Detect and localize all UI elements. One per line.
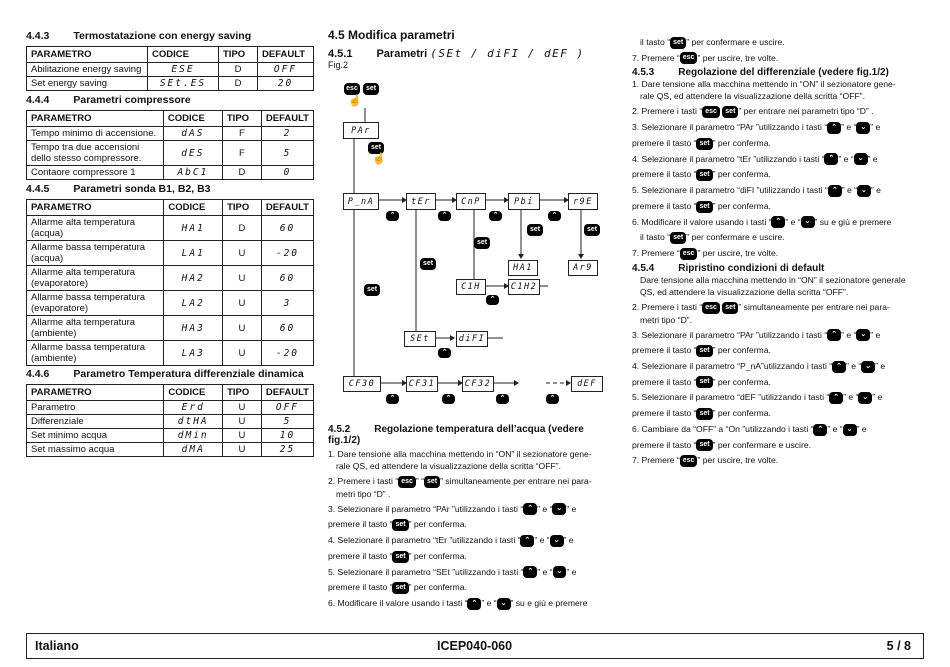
down-key-icon: ⌄ [857,185,871,197]
table-energy-saving: PARAMETRO CODICE TIPO DEFAULT Abilitazione energy saving ESE D OFF Set energy saving SEt.ES D 20 [26,46,314,91]
s453-step-2: 2. Premere i tasti “ esc set ” per entrare nei parametri tipo “D” . [632,106,874,117]
set-key-icon: set [696,138,712,150]
diagram-c1h2: C1H2 [508,279,540,295]
s454-step-3: 3. Selezionare il parametro “PAr ”utilizzando i tasti “ ⌃ ” e “ ⌄ ” e premere il tasto “ set ” per conferma. [632,329,881,356]
section-4-4-4-heading: 4.4.4 Parametri compressore [26,94,191,106]
down-key-icon: ⌄ [854,153,868,165]
esc-key-icon: esc [702,302,720,314]
diagram-ha1: HA1 [508,260,538,276]
step-4: 4. Selezionare il parametro “tEr ”utilizzando i tasti “ ⌃ ” e “ ⌄ ” e premere il tasto “ set ” per conferma. [328,535,574,561]
set-key-icon: set [722,302,738,314]
up-key-icon: ⌃ [824,153,838,165]
s454-step-5: 5. Selezionare il parametro “dEF ”utilizzando i tasti “ ⌃ ” e “ ⌄ ” e premere il tasto “ set ” per conferma. [632,392,883,419]
section-4-5-1-heading: 4.5.1 Parametri (SEt / diFI / dEF ) [328,47,585,60]
table-row: Parametro Erd U OFF [27,401,314,415]
set-key-icon: set [670,232,686,244]
set-key-icon: set [696,439,712,451]
table-row: Set energy saving SEt.ES D 20 [27,77,314,91]
table-row: Allarme bassa temperatura (acqua) LA1 U -20 [27,241,314,266]
down-key-icon: ⌄ [861,361,875,373]
diagram-difi: diFI [456,331,488,347]
set-key-icon: set [696,345,712,357]
up-key-icon: ⌃ [832,361,846,373]
down-key-icon: ⌄ [550,535,564,547]
table-dynamic-differential: PARAMETRO CODICE TIPO DEFAULT Parametro Erd U OFF Differenziale dtHA U 5 Set minimo acqua dMin U 10 Set massimo acqua dMA U 25 [26,384,314,457]
step-6: 6. Modificare il valore usando i tasti “ ⌃ ” e “ ⌄ ” su e giù e premere [328,598,588,609]
section-4-5-3-heading: 4.5.3 Regolazione del differenziale (vedere fig.1/2) [632,67,889,79]
set-key-icon: set [392,582,408,594]
esc-key-icon: esc [680,52,698,64]
s453-step-5: 5. Selezionare il parametro “diFI ”utilizzando i tasti “ ⌃ ” e “ ⌄ ” e premere il tasto “ set ” per conferma. [632,185,881,211]
down-key-icon: ⌄ [856,122,870,134]
up-key-icon: ⌃ [829,392,843,404]
table-row: Allarme bassa temperatura (evaporatore) LA2 U 3 [27,291,314,316]
down-key-icon: ⌄ [856,329,870,341]
diagram-pbi: Pbi [508,193,540,210]
up-key-icon: ⌃ [486,295,499,305]
table-row: Set minimo acqua dMin U 10 [27,429,314,443]
step-6-cont: il tasto “ set ” per confermare e uscire. [640,37,785,47]
esc-key-icon: esc [680,248,698,260]
table-probes: PARAMETRO CODICE TIPO DEFAULT Allarme alta temperatura (acqua) HA1 D 60 Allarme bassa temperatura (acqua) LA1 U -20 Allarme alta temperatura (evaporatore) HA2 U 60 Allarme bassa temperatura (evaporatore) LA2 U 3 Allarme alta temperatura (ambiente) HA3 U 60 Allarme bassa temperatura (ambiente) LA3 U -20 [26,199,314,366]
s453-step-3: 3. Selezionare il parametro “PAr ”utilizzando i tasti “ ⌃ ” e “ ⌄ ” e premere il tasto “ set ” per conferma. [632,122,881,148]
step-5: 5. Selezionare il parametro “SEt ”utilizzando i tasti “ ⌃ ” e “ ⌄ ” e premere il tasto “ set ” per conferma. [328,566,577,593]
set-key-icon: set [722,106,738,118]
table-row: Tempo tra due accensioni dello stesso compressore. dES F 5 [27,141,314,166]
diagram-cnp: CnP [456,193,486,210]
set-key-icon: set [363,83,379,95]
up-key-icon: ⌃ [496,394,509,404]
left-column [26,30,314,457]
set-key-icon: set [527,224,543,236]
set-key-icon: set [392,519,408,531]
step-2: 2. Premere i tasti “ esc ” “ set ” simultaneamente per entrare nei para- metri tipo “D” . [328,476,592,499]
section-4-5-heading: 4.5 Modifica parametri [328,28,455,42]
section-4-4-6-heading: 4.4.6 Parametro Temperatura differenziale dinamica [26,368,304,380]
section-4-4-3-heading: 4.4.3 Termostatazione con energy saving [26,30,252,42]
table-row: Abilitazione energy saving ESE D OFF [27,63,314,77]
diagram-ar9: Ar9 [568,260,598,276]
up-key-icon: ⌃ [386,211,399,221]
down-key-icon: ⌄ [553,566,567,578]
down-key-icon: ⌄ [497,598,511,610]
table-row: Tempo minimo di accensione. dAS F 2 [27,127,314,141]
s453-step-1: 1. Dare tensione alla macchina mettendo in “ON” il sezionatore gene- rale QS, ed attendere la visualizzazione della scritta “OFF”. [632,79,896,102]
up-key-icon: ⌃ [828,185,842,197]
table-row: Allarme alta temperatura (ambiente) HA3 U 60 [27,316,314,341]
esc-key-icon: esc [398,476,416,488]
up-key-icon: ⌃ [520,535,534,547]
set-key-icon: set [696,201,712,213]
up-key-icon: ⌃ [771,216,785,228]
s453-step-4: 4. Selezionare il parametro “tEr ”utilizzando i tasti “ ⌃ ” e “ ⌄ ” e premere il tasto “ set ” per conferma. [632,153,878,180]
up-key-icon: ⌃ [467,598,481,610]
table-row: Allarme alta temperatura (evaporatore) HA2 U 60 [27,266,314,291]
s454-step-4: 4. Selezionare il parametro “P_nA”utilizzando i tasti “ ⌃ ” e “ ⌄ ” e premere il tasto “ set ” per conferma. [632,361,886,387]
esc-key-icon: esc [702,106,720,118]
s453-step-6: 6. Modificare il valore usando i tasti “ ⌃ ” e “ ⌄ ” su e giù e premere il tasto “ set ” per confermare e uscire. [632,216,892,243]
set-key-icon: set [368,142,384,154]
step-7: 7. Premere “ esc ” per uscire, tre volte. [632,52,779,63]
table-row: Allarme alta temperatura (acqua) HA1 D 60 [27,216,314,241]
diagram-cf30: CF30 [343,376,381,392]
s454-step-1: Dare tensione alla macchina mettendo in “ON” il sezionatore generale QS, ed attendere la visualizzazione della scritta “OFF”. [640,274,906,297]
s454-step-6: 6. Cambiare da “OFF” a “On ”utilizzando i tasti “ ⌃ ” e “ ⌄ ” e premere il tasto “ set ” per confermare e uscire. [632,423,867,450]
set-key-icon: set [696,376,712,388]
up-key-icon: ⌃ [386,394,399,404]
diagram-par: PAr [343,122,379,139]
table-row: Contaore compressore 1 AbC1 D 0 [27,166,314,180]
up-key-icon: ⌃ [438,348,451,358]
right-column [632,36,928,470]
table-row: Differenziale dtHA U 5 [27,415,314,429]
step-1: 1. Dare tensione alla macchina mettendo in “ON” il sezionatore gene- rale QS, ed attendere la visualizzazione della scritta “OFF”. [328,449,592,471]
set-key-icon: set [392,551,408,563]
s454-step-2: 2. Premere i tasti “ esc set ” simultaneamente per entrare nei para- metri tipo “D”. [632,301,890,325]
up-key-icon: ⌃ [523,503,537,515]
set-key-icon: set [696,169,712,181]
section-4-5-2-heading-cont: fig.1/2) [328,435,361,446]
flow-diagram [328,80,620,410]
up-key-icon: ⌃ [438,211,451,221]
set-key-icon: set [696,408,712,420]
set-key-icon: set [670,37,686,49]
s454-step-7: 7. Premere “ esc ” per uscire, tre volte. [632,455,779,466]
down-key-icon: ⌄ [843,424,857,436]
table-row: Set massimo acqua dMA U 25 [27,443,314,457]
up-key-icon: ⌃ [489,211,502,221]
s453-step-7: 7. Premere “ esc ” per uscire, tre volte. [632,248,779,259]
up-key-icon: ⌃ [827,122,841,134]
figure-label: Fig.2 [328,60,349,70]
page-footer [26,633,924,659]
set-key-icon: set [474,237,490,249]
section-4-5-2 [328,424,620,613]
down-key-icon: ⌄ [801,216,815,228]
set-key-icon: set [424,476,440,488]
middle-column [328,28,620,70]
footer-language: Italiano [35,639,79,653]
diagram-c1h: C1H [456,279,486,295]
section-4-5-2-heading: 4.5.2 Regolazione temperatura dell’acqua (vedere [328,424,584,435]
diagram-r9e: r9E [568,193,598,210]
section-4-5-4-heading: 4.5.4 Ripristino condizioni di default [632,262,825,274]
up-key-icon: ⌃ [442,394,455,404]
down-key-icon: ⌄ [858,392,872,404]
set-key-icon: set [584,224,600,236]
up-key-icon: ⌃ [546,394,559,404]
diagram-def: dEF [571,376,603,392]
diagram-cf31: CF31 [406,376,438,392]
up-key-icon: ⌃ [827,329,841,341]
table-compressor: PARAMETRO CODICE TIPO DEFAULT Tempo minimo di accensione. dAS F 2 Tempo tra due accensioni dello stesso compressore. dES F 5 Contaore compressore 1 AbC1 D 0 [26,110,314,180]
set-key-icon: set [420,258,436,270]
step-3: 3. Selezionare il parametro “PAr ”utilizzando i tasti “ ⌃ ” e “ ⌄ ” e premere il tasto “ set ” per conferma. [328,503,577,530]
esc-key-icon: esc [680,455,698,467]
diagram-ter: tEr [406,193,436,210]
esc-key-icon: esc [344,83,360,95]
hand-pointer-icon: ☝ [372,153,386,165]
table-row: Allarme bassa temperatura (ambiente) LA3 U -20 [27,341,314,366]
diagram-set: SEt [404,331,436,347]
diagram-cf32: CF32 [462,376,494,392]
section-4-4-5-heading: 4.4.5 Parametri sonda B1, B2, B3 [26,183,211,195]
up-key-icon: ⌃ [548,211,561,221]
up-key-icon: ⌃ [813,424,827,436]
down-key-icon: ⌄ [552,503,566,515]
diagram-p-na: P_nA [343,193,379,210]
set-key-icon: set [364,284,380,296]
footer-page-number: 5 / 8 [886,639,911,653]
footer-model: ICEP040-060 [437,639,513,653]
up-key-icon: ⌃ [523,566,537,578]
hand-pointer-icon: ☝ [348,95,362,107]
